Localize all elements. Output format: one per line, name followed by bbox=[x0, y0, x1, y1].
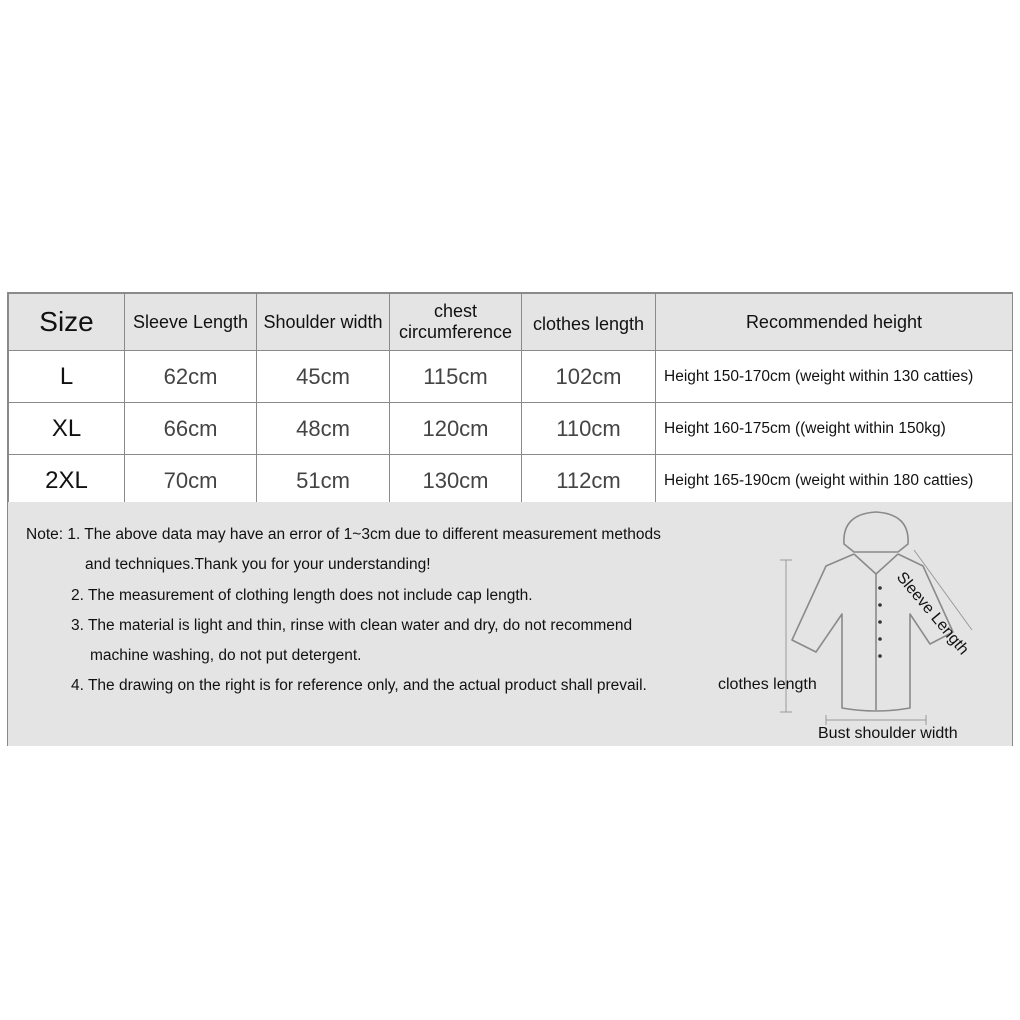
sleeve-cell: 62cm bbox=[125, 351, 257, 403]
header-row bbox=[9, 294, 1013, 351]
width-dimension-line bbox=[826, 715, 926, 725]
shoulder-cell: 48cm bbox=[257, 403, 390, 455]
shoulder-cell: 45cm bbox=[257, 351, 390, 403]
bust-shoulder-width-label: Bust shoulder width bbox=[818, 725, 958, 742]
chest-cell: 120cm bbox=[390, 403, 522, 455]
recommended-cell: Height 150-170cm (weight within 130 catties) bbox=[656, 351, 1013, 403]
chest-cell: 115cm bbox=[390, 351, 522, 403]
header-size: Size bbox=[9, 294, 125, 351]
table-row bbox=[9, 455, 1013, 507]
header-chest-circumference bbox=[390, 294, 522, 351]
header-shoulder-width: Shoulder width bbox=[257, 294, 390, 351]
size-chart bbox=[7, 292, 1013, 746]
sleeve-cell: 70cm bbox=[125, 455, 257, 507]
size-cell: 2XL bbox=[9, 455, 125, 507]
note-line-4: 4. The drawing on the right is for reference only, and the actual product shall prevail. bbox=[71, 677, 647, 694]
size-table bbox=[8, 293, 1013, 507]
raincoat-diagram bbox=[8, 502, 1012, 746]
clothes-length-label: clothes length bbox=[718, 676, 817, 693]
table-row bbox=[9, 403, 1013, 455]
note-line-1: Note: 1. The above data may have an error of 1~3cm due to different measurement methods bbox=[26, 526, 661, 543]
sleeve-length-label: Sleeve Length bbox=[892, 569, 972, 659]
note-line-1b: and techniques.Thank you for your understanding! bbox=[85, 556, 431, 573]
size-cell: L bbox=[9, 351, 125, 403]
sleeve-cell: 66cm bbox=[125, 403, 257, 455]
recommended-cell: Height 160-175cm ((weight within 150kg) bbox=[656, 403, 1013, 455]
length-cell: 112cm bbox=[522, 455, 656, 507]
coat-buttons bbox=[878, 586, 882, 658]
chest-cell: 130cm bbox=[390, 455, 522, 507]
length-cell: 110cm bbox=[522, 403, 656, 455]
note-line-2: 2. The measurement of clothing length does not include cap length. bbox=[71, 587, 533, 604]
header-clothes-length: clothes length bbox=[522, 294, 656, 351]
recommended-cell: Height 165-190cm (weight within 180 catties) bbox=[656, 455, 1013, 507]
header-sleeve-length: Sleeve Length bbox=[125, 294, 257, 351]
note-line-3b: machine washing, do not put detergent. bbox=[90, 647, 362, 664]
note-line-3: 3. The material is light and thin, rinse with clean water and dry, do not recommend bbox=[71, 617, 633, 634]
table-row bbox=[9, 351, 1013, 403]
length-cell: 102cm bbox=[522, 351, 656, 403]
notes-panel bbox=[8, 502, 1012, 746]
size-cell: XL bbox=[9, 403, 125, 455]
header-chest-line1: chest bbox=[433, 301, 478, 321]
header-chest-line2: circumference bbox=[398, 322, 513, 342]
header-recommended-height: Recommended height bbox=[656, 294, 1013, 351]
shoulder-cell: 51cm bbox=[257, 455, 390, 507]
